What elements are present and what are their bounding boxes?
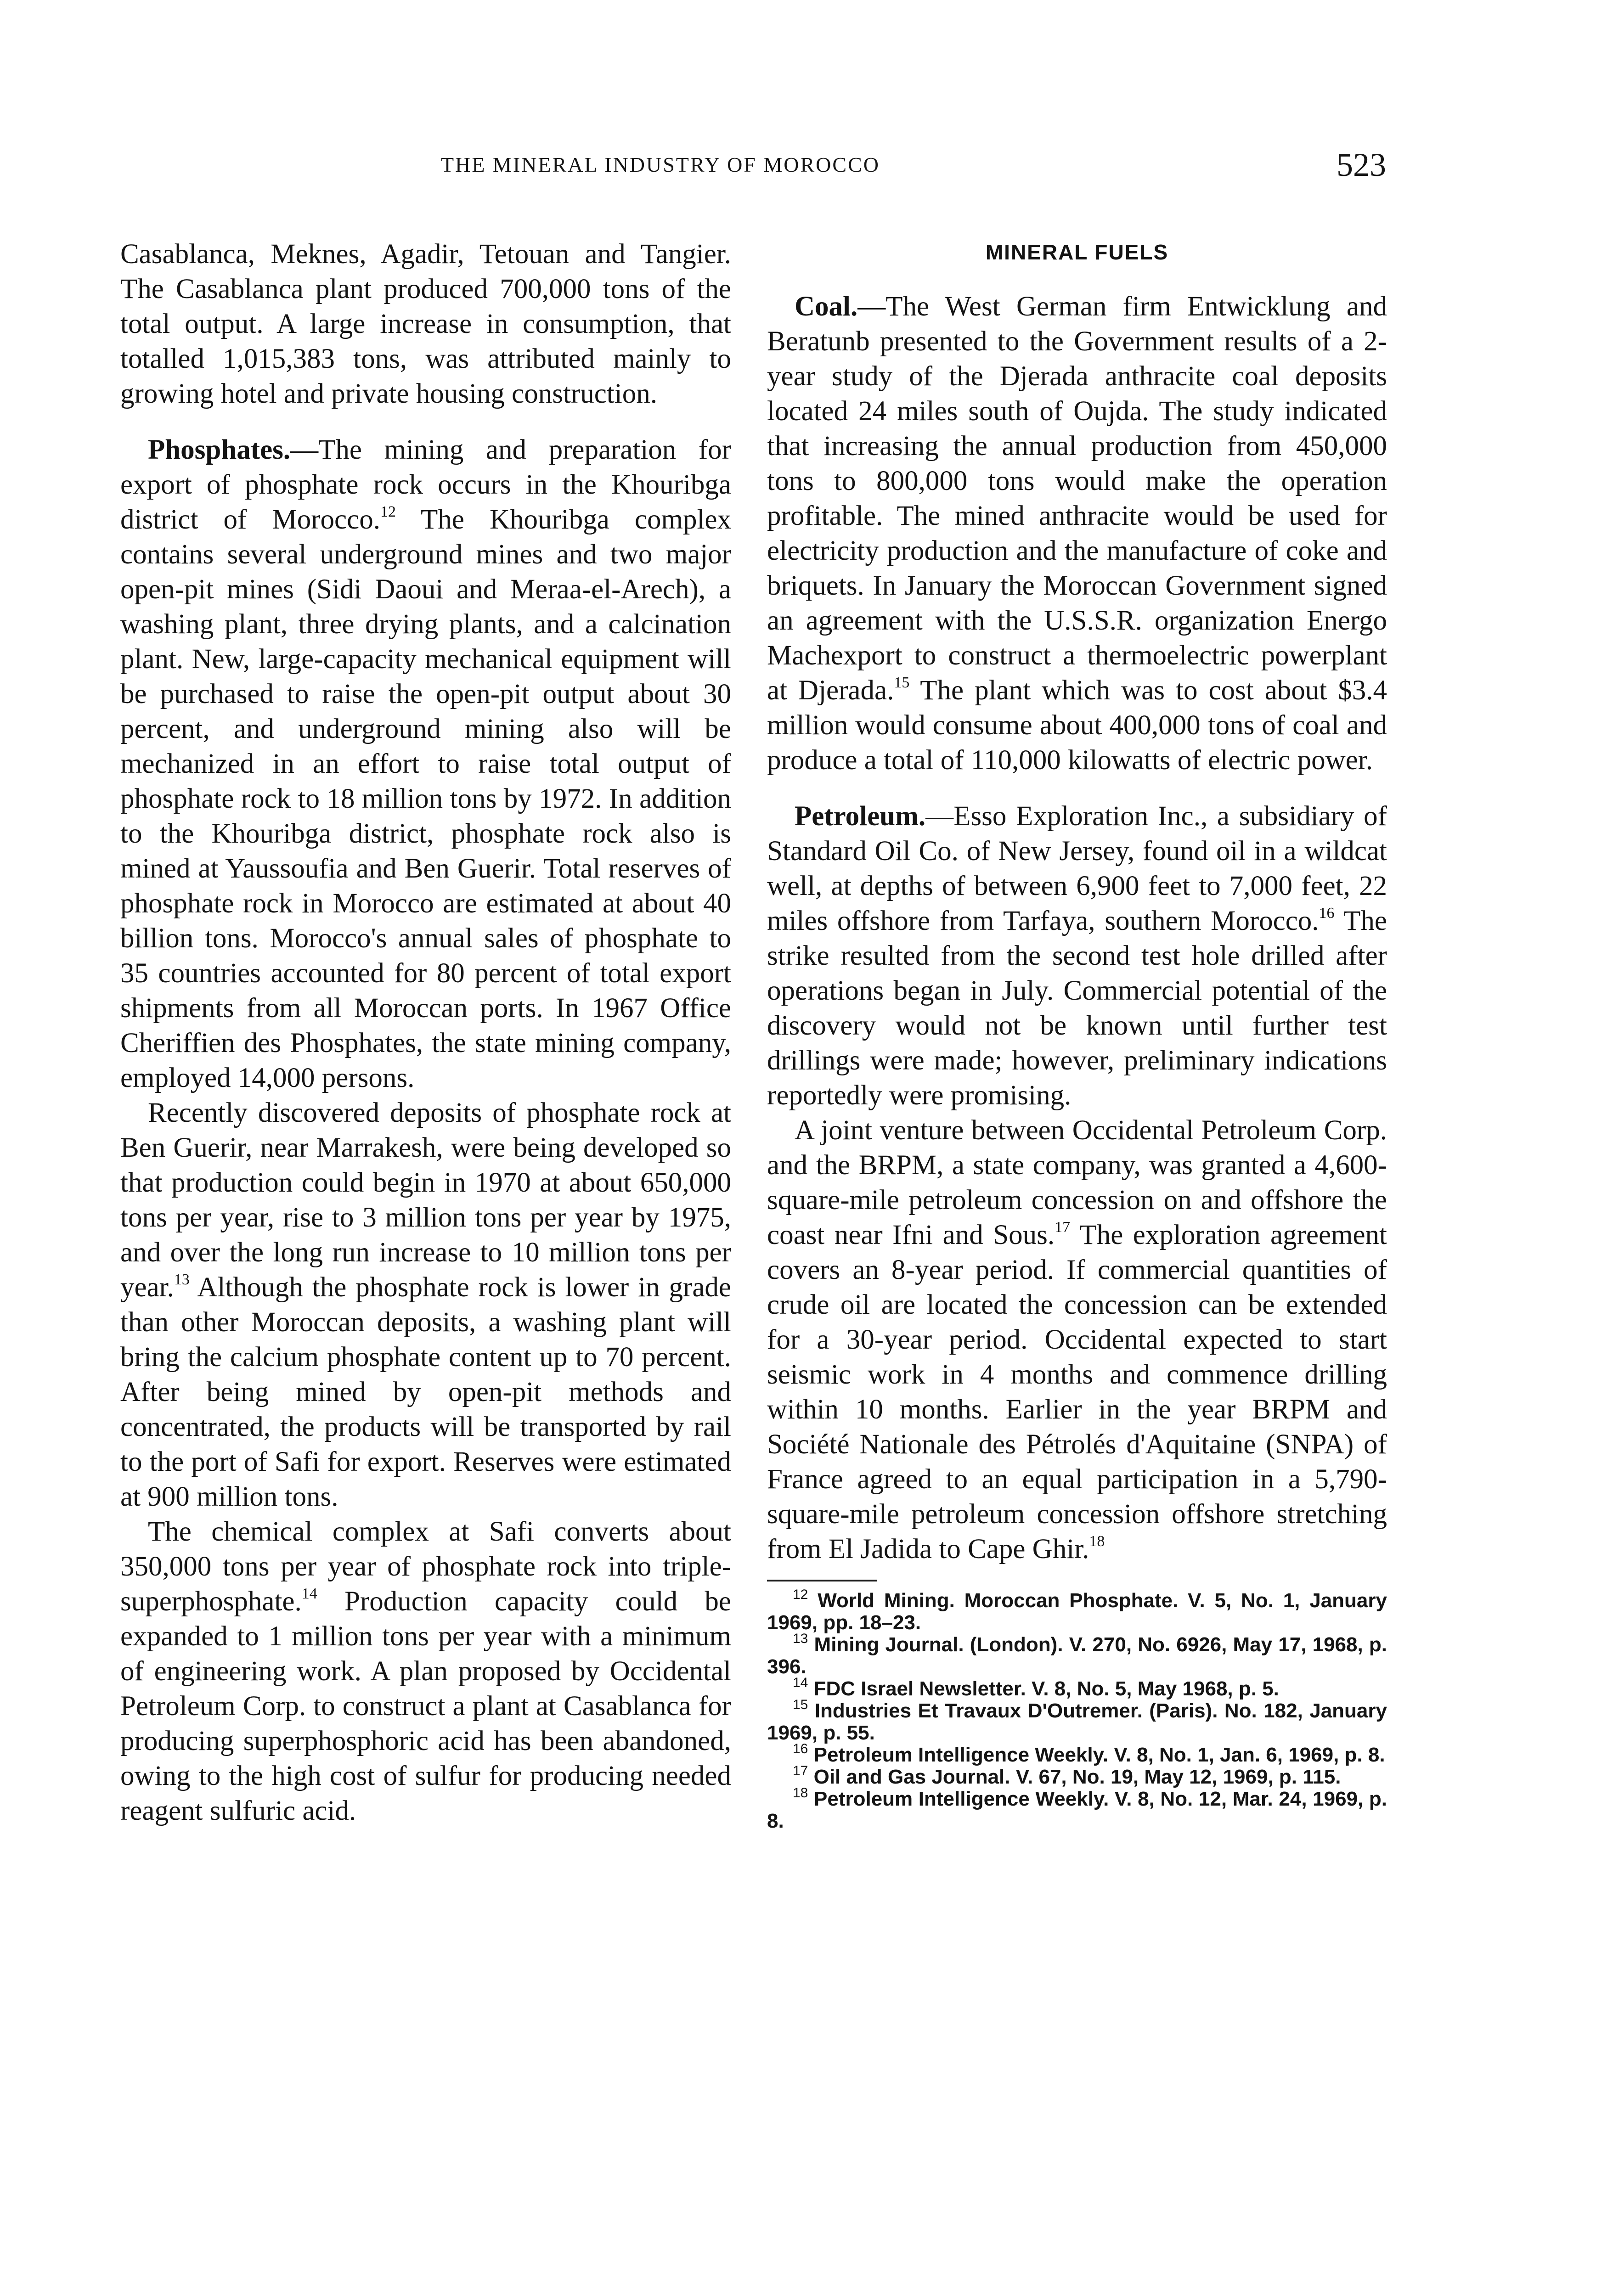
footnotes xyxy=(767,1587,1387,1832)
footnote-text: Mining Journal. (London). V. 270, No. 6926, May 17, 1968, p. 396. xyxy=(767,1633,1387,1678)
footnote-15 xyxy=(767,1697,1387,1744)
footnote-text: Oil and Gas Journal. V. 67, No. 19, May 12, 1969, p. 115. xyxy=(813,1766,1341,1788)
footnote-ref-14: 14 xyxy=(301,1585,317,1602)
footnote-ref-18: 18 xyxy=(1089,1533,1105,1550)
footnote-text: FDC Israel Newsletter. V. 8, No. 5, May 1968, p. 5. xyxy=(813,1677,1279,1700)
footnote-number: 15 xyxy=(793,1697,808,1712)
paragraph-joint-venture xyxy=(767,1113,1387,1567)
footnote-text: Petroleum Intelligence Weekly. V. 8, No. 1, Jan. 6, 1969, p. 8. xyxy=(813,1744,1385,1766)
paragraph-text: Production capacity could be expanded to 1 million tons per year with a minimum of engineering work. A plan proposed by Occidental Petroleum Corp. to construct a plant at Casablanca for producing superphosphoric acid has been abandoned, owing to the high cost of sulfur for producing needed reagent sulfuric acid. xyxy=(120,1586,731,1826)
paragraph-coal xyxy=(767,289,1387,778)
footnote-13 xyxy=(767,1631,1387,1678)
footnote-12 xyxy=(767,1587,1387,1634)
right-column xyxy=(767,237,1387,1832)
footnote-text: Petroleum Intelligence Weekly. V. 8, No. 12, Mar. 24, 1969, p. 8. xyxy=(767,1788,1387,1832)
footnote-16 xyxy=(767,1741,1387,1766)
footnote-14 xyxy=(767,1675,1387,1700)
paragraph-text: A joint venture between Occidental Petroleum Corp. and the BRPM, a state company, was granted a 4,600-square-mile petroleum concession on and offshore the coast near Ifni and Sous. xyxy=(767,1115,1387,1250)
footnote-text: Industries Et Travaux D'Outremer. (Paris). No. 182, January 1969, p. 55. xyxy=(767,1699,1387,1744)
footnote-ref-16: 16 xyxy=(1319,905,1335,922)
footnote-17 xyxy=(767,1763,1387,1788)
footnote-number: 17 xyxy=(793,1763,808,1778)
paragraph-text: Recently discovered deposits of phosphate rock at Ben Guerir, near Marrakesh, were being developed so that production could begin in 1970 at about 650,000 tons per year, rise to 3 million tons per year by 1975, and over the long run increase to 10 million tons per year. xyxy=(120,1097,731,1303)
footnote-number: 12 xyxy=(793,1587,808,1602)
footnote-ref-13: 13 xyxy=(174,1271,190,1288)
paragraph-text: The chemical complex at Safi converts about 350,000 tons per year of phosphate rock into triple-superphosphate. xyxy=(120,1516,731,1617)
footnote-18 xyxy=(767,1785,1387,1832)
running-header-title: THE MINERAL INDUSTRY OF MOROCCO xyxy=(441,153,880,176)
left-column xyxy=(120,237,731,1829)
section-heading-mineral-fuels: MINERAL FUELS xyxy=(985,240,1169,264)
paragraph-cement-continued: Casablanca, Meknes, Agadir, Tetouan and Tangier. The Casablanca plant produced 700,000 tons of the total output. A large increase in consumption, that totalled 1,015,383 tons, was attributed mainly to growing hotel and private housing construction. xyxy=(120,239,731,409)
paragraph-ben-guerir xyxy=(120,1096,731,1514)
footnote-ref-12: 12 xyxy=(380,503,396,520)
paragraph-text: —The mining and preparation for export of phosphate rock occurs in the Khouribga district of Morocco. xyxy=(120,434,731,535)
paragraph-text: —Esso Exploration Inc., a subsidiary of Standard Oil Co. of New Jersey, found oil in a wildcat well, at depths of between 6,900 feet to 7,000 feet, 22 miles offshore from Tarfaya, southern Morocco. xyxy=(767,801,1387,936)
footnote-number: 16 xyxy=(793,1741,808,1756)
paragraph-text: The strike resulted from the second test hole drilled after operations began in July. Commercial potential of the discovery would not be known until further test drillings were made; however, preliminary indications reportedly were promising. xyxy=(767,906,1387,1111)
footnote-divider xyxy=(767,1580,877,1581)
paragraph-phosphates xyxy=(120,433,731,1096)
paragraph-petroleum xyxy=(767,799,1387,1113)
footnote-number: 18 xyxy=(793,1785,808,1801)
footnote-number: 13 xyxy=(793,1631,808,1646)
run-in-heading-petroleum: Petroleum. xyxy=(795,801,926,832)
page-number: 523 xyxy=(1337,146,1386,183)
paragraph-text: The exploration agreement covers an 8-year period. If commercial quantities of crude oil are located the concession can be extended for a 30-year period. Occidental expected to start seismic work in 4 months and commence drilling within 10 months. Earlier in the year BRPM and Société Nationale des Pétrolés d'Aquitaine (SNPA) of France agreed to an equal participation in a 5,790-square-mile petroleum concession offshore stretching from El Jadida to Cape Ghir. xyxy=(767,1220,1387,1564)
paragraph-text: The plant which was to cost about $3.4 million would consume about 400,000 tons of coal and produce a total of 110,000 kilowatts of electric power. xyxy=(767,675,1387,776)
footnote-number: 14 xyxy=(793,1675,808,1690)
footnote-ref-17: 17 xyxy=(1055,1219,1071,1236)
paragraph-text: Although the phosphate rock is lower in grade than other Moroccan deposits, a washing plant will bring the calcium phosphate content up to 70 percent. After being mined by open-pit methods and concentrated, the products will be transported by rail to the port of Safi for export. Reserves were estimated at 900 million tons. xyxy=(120,1272,731,1512)
paragraph-safi xyxy=(120,1514,731,1829)
paragraph-text: —The West German firm Entwicklung and Beratunb presented to the Government results of a 2-year study of the Djerada anthracite coal deposits located 24 miles south of Oujda. The study indicated that increasing the annual production from 450,000 tons to 800,000 tons would make the operation profitable. The mined anthracite would be used for electricity production and the manufacture of coke and briquets. In January the Moroccan Government signed an agreement with the U.S.S.R. organization Energo Machexport to construct a thermoelectric powerplant at Djerada. xyxy=(767,291,1387,706)
run-in-heading-phosphates: Phosphates. xyxy=(148,434,291,465)
paragraph-text: The Khouribga complex contains several underground mines and two major open-pit mines (Sidi Daoui and Meraa-el-Arech), a washing plant, three drying plants, and a calcination plant. New, large-capacity mechanical equipment will be purchased to raise the open-pit output about 30 percent, and underground mining also will be mechanized in an effort to raise total output of phosphate rock to 18 million tons by 1972. In addition to the Khouribga district, phosphate rock also is mined at Yaussoufia and Ben Guerir. Total reserves of phosphate rock in Morocco are estimated at about 40 billion tons. Morocco's annual sales of phosphate to 35 countries accounted for 80 percent of total export shipments from all Moroccan ports. In 1967 Office Cheriffien des Phosphates, the state mining company, employed 14,000 persons. xyxy=(120,504,732,1093)
footnote-text: World Mining. Moroccan Phosphate. V. 5, No. 1, January 1969, pp. 18–23. xyxy=(767,1589,1387,1634)
run-in-heading-coal: Coal. xyxy=(795,291,858,322)
footnote-ref-15: 15 xyxy=(894,674,910,691)
